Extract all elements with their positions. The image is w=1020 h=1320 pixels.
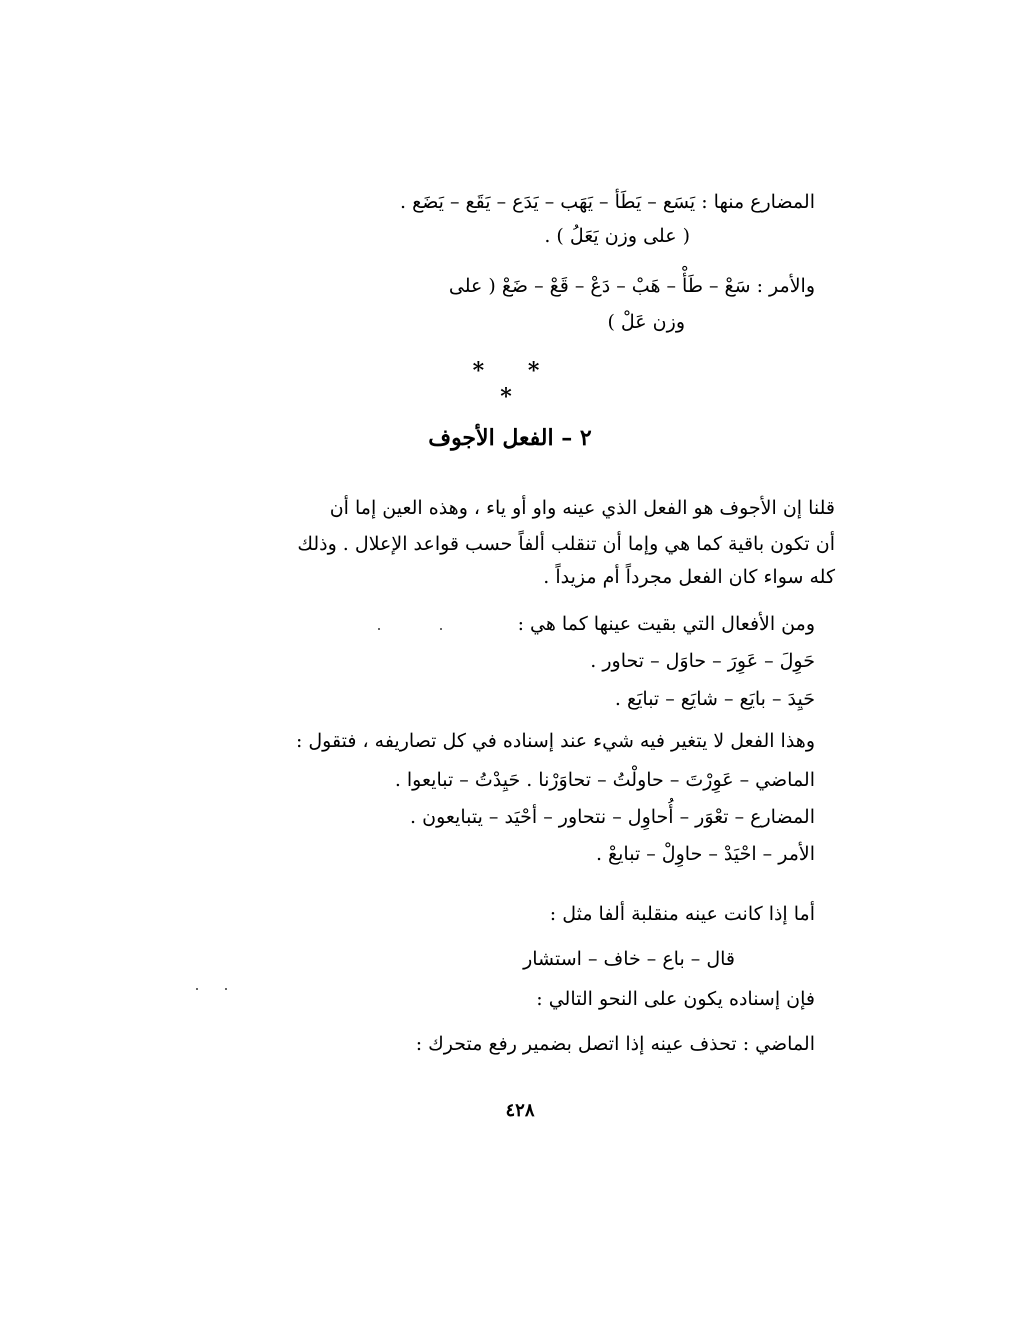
isnad-intro: فإن إسناده يكون على النحو التالي : xyxy=(536,988,815,1010)
examples-intro: ومن الأفعال التي بقيت عينها كما هي : xyxy=(517,613,815,635)
mudari-pattern-line: ( على وزن يَعَلُ ) . xyxy=(544,225,690,247)
alif-examples: قال – باع – خاف – استشار xyxy=(523,948,735,970)
intro-paragraph-line-2: أن تكون باقية كما هي وإما أن تنقلب ألفاً حسب قواعد الإعلال . وذلك xyxy=(297,533,835,555)
amr-conjugation: الأمر – احْيَدْ – حاوِلْ – تبايعْ . xyxy=(595,843,815,865)
scan-speck xyxy=(225,988,227,990)
waw-examples: حَوِلَ – عَوِرَ – حاوَل – تحاور . xyxy=(590,650,815,672)
conjugation-intro: وهذا الفعل لا يتغير فيه شيء عند إسناده في كل تصاريفه ، فتقول : xyxy=(295,730,815,752)
section-heading: ٢ – الفعل الأجوف xyxy=(428,425,592,451)
mudari-examples-line: المضارع منها : يَسَع – يَطَأ – يَهَب – يَدَع – يَقَع – يَضَع . xyxy=(400,191,815,213)
page-number: ٤٢٨ xyxy=(505,1100,535,1121)
ya-examples: حَيِدَ – بايَع – شايَع – تبايَع . xyxy=(614,688,815,710)
mudari-conjugation: المضارع – تعْوَر – أُحاوِل – نتحاور – أحْيَد – يتبايعون . xyxy=(410,806,815,828)
amr-examples-line: والأمر : سَعْ – طَأْ – هَبْ – دَعْ – قَعْ – ضَعْ ( على xyxy=(448,275,815,297)
madi-conjugation: الماضي – عَوِرْتَ – حاولْتُ – تحاوَرْنا . حَيِدْتُ – تبايعوا . xyxy=(394,769,815,791)
section-separator: * * * xyxy=(472,358,558,410)
scan-speck xyxy=(196,988,198,990)
madi-rule: الماضي : تحذف عينه إذا اتصل بضمير رفع متحرك : xyxy=(415,1033,815,1055)
alif-intro: أما إذا كانت عينه منقلبة ألفا مثل : xyxy=(549,903,815,925)
intro-paragraph-line-1: قلنا إن الأجوف هو الفعل الذي عينه واو أو ياء ، وهذه العين إما أن xyxy=(329,497,835,519)
intro-paragraph-line-3: كله سواء كان الفعل مجرداً أم مزيداً . xyxy=(543,566,835,588)
amr-pattern-line: وزن عَلْ ) xyxy=(607,311,685,333)
scan-speck xyxy=(440,628,442,630)
scan-speck xyxy=(378,628,380,630)
